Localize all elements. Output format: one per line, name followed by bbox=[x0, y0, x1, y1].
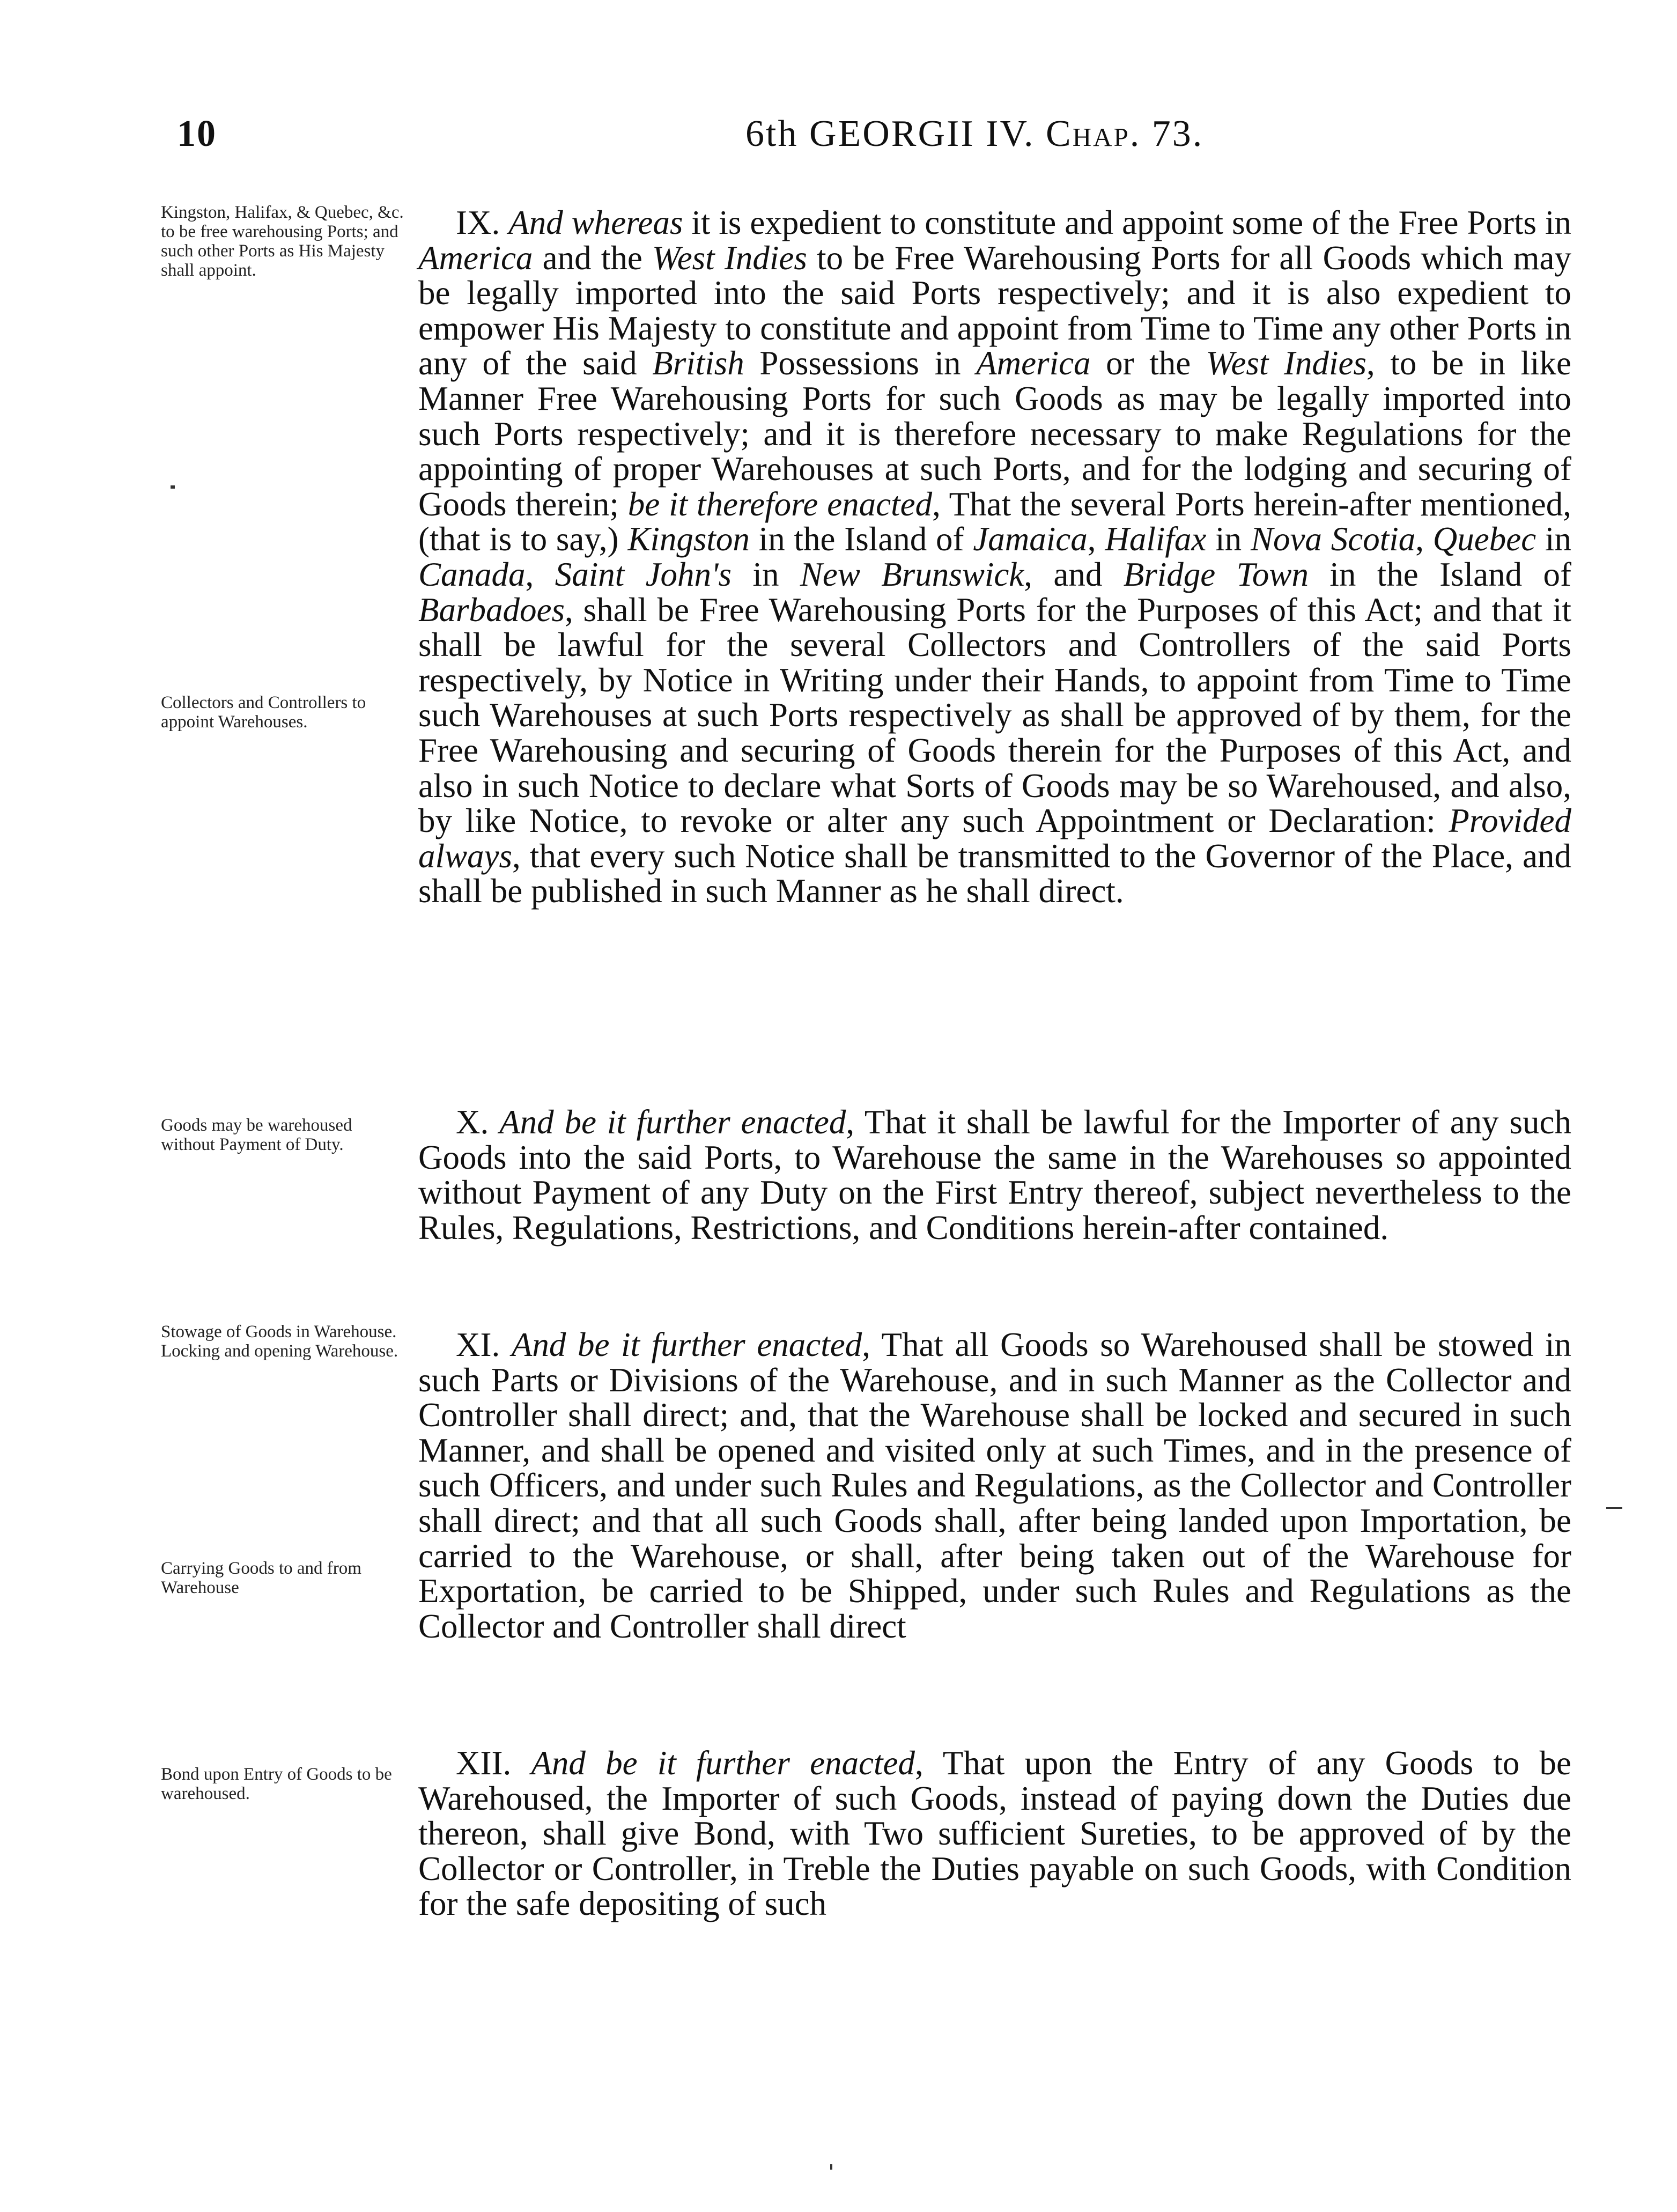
margin-note-free-ports: Kingston, Halifax, & Quebec, &c. to be free warehousing Ports; and such other Ports as His Majesty shall appoint. bbox=[161, 203, 404, 280]
section-ix bbox=[418, 205, 1571, 909]
running-title-main: 6th GEORGII IV. bbox=[745, 113, 1046, 154]
stray-print-mark bbox=[830, 2164, 832, 2170]
stray-print-mark bbox=[171, 485, 175, 489]
section-xii-text: XII. And be it further enacted, That upon the Entry of any Goods to be Warehoused, the Importer of such Goods, instead of paying down the Duties due thereon, shall give Bond, with Two sufficient Sureties, to be approved of by the Collector or Controller, in Treble the Duties payable on such Goods, with Condition for the safe depositing of such bbox=[418, 1744, 1571, 1923]
section-ix-text: IX. And whereas it is expedient to constitute and appoint some of the Free Ports in America and the West Indies to be Free Warehousing Ports for all Goods which may be legally imported into the said Ports respectively; and it is also expedient to empower His Majesty to constitute and appoint from Time to Time any other Ports in any of the said British Possessions in America or the West Indies, to be in like Manner Free Warehousing Ports for such Goods as may be legally imported into such Ports respectively; and it is therefore necessary to make Regulations for the appointing of proper Warehouses at such Ports, and for the lodging and securing of Goods therein; be it therefore enacted, That the several Ports herein-after mentioned, (that is to say,) Kingston in the Island of Jamaica, Halifax in Nova Scotia, Quebec in Canada, Saint John's in New Brunswick, and Bridge Town in the Island of Barbadoes, shall be Free Warehousing Ports for the Purposes of this Act; and that it shall be lawful for the several Collectors and Controllers of the said Ports respectively, by Notice in Writing under their Hands, to appoint from Time to Time such Warehouses at such Ports respectively as shall be approved of by them, for the Free Warehousing and securing of Goods therein for the Purposes of this Act, and also in such Notice to declare what Sorts of Goods may be so Warehoused, and also, by like Notice, to revoke or alter any such Appointment or Declaration: Provided always, that every such Notice shall be transmitted to the Governor of the Place, and shall be published in such Manner as he shall direct. bbox=[418, 204, 1572, 910]
section-number: X. bbox=[456, 1103, 489, 1141]
margin-note-warehoused-without-duty: Goods may be warehoused without Payment of Duty. bbox=[161, 1116, 352, 1154]
section-xi-text: XI. And be it further enacted, That all Goods so Warehoused shall be stowed in such Parts or Divisions of the Warehouse, and in such Manner as the Collector and Controller shall direct; and, that the Warehouse shall be locked and secured in such Manner, and shall be opened and visited only at such Times, and in the presence of such Officers, and under such Rules and Regulations, as the Collector and Controller shall direct; and that all such Goods shall, after being landed upon Importation, be carried to the Warehouse, or shall, after being taken out of the Warehouse for Exportation, be carried to be Shipped, under such Rules and Regulations as the Collector and Controller shall direct bbox=[418, 1326, 1571, 1645]
section-number: IX. bbox=[456, 204, 500, 241]
section-number: XI. bbox=[456, 1326, 500, 1363]
section-xii bbox=[418, 1746, 1571, 1922]
running-header bbox=[177, 113, 1571, 166]
page-number: 10 bbox=[177, 113, 217, 154]
margin-note-bond-entry: Bond upon Entry of Goods to be warehoused. bbox=[161, 1765, 392, 1803]
margin-note-carrying-goods: Carrying Goods to and from Warehouse bbox=[161, 1559, 361, 1597]
running-title bbox=[745, 113, 1203, 156]
margin-note-collectors-warehouses: Collectors and Controllers to appoint Warehouses. bbox=[161, 693, 366, 732]
stray-print-mark bbox=[1606, 1507, 1622, 1509]
section-xi bbox=[418, 1328, 1571, 1644]
margin-note-stowage: Stowage of Goods in Warehouse. Locking and opening Warehouse. bbox=[161, 1322, 398, 1361]
section-x-text: X. And be it further enacted, That it shall be lawful for the Importer of any such Goods into the said Ports, to Warehouse the same in the Warehouses so appointed without Payment of any Duty on the First Entry thereof, subject nevertheless to the Rules, Regulations, Restrictions, and Conditions herein-after contained. bbox=[418, 1103, 1571, 1247]
section-number: XII. bbox=[456, 1744, 512, 1782]
section-x bbox=[418, 1105, 1571, 1245]
running-title-chapter: Chap. 73. bbox=[1046, 113, 1204, 154]
